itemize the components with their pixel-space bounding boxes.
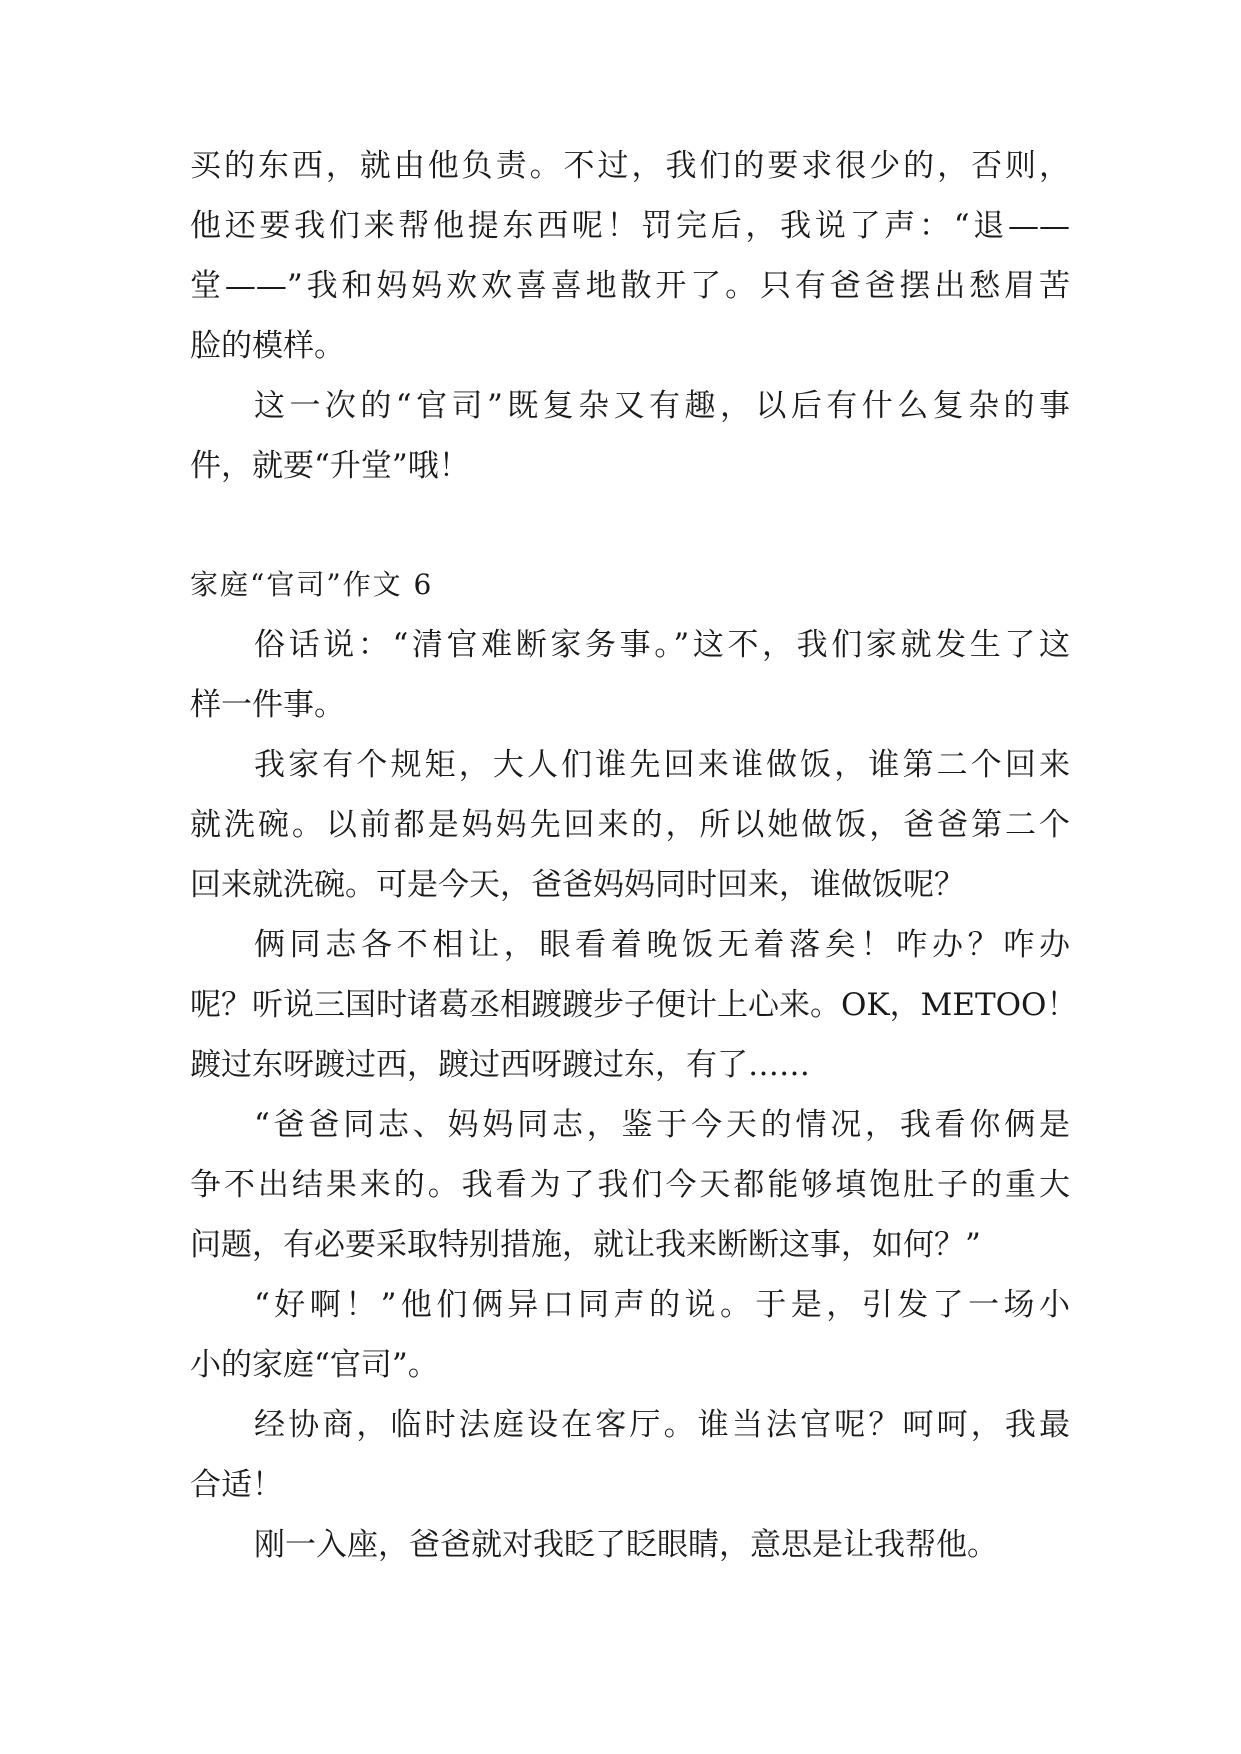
paragraph-line: 他还要我们来帮他提东西呢！罚完后，我说了声：“退—— bbox=[190, 208, 1070, 244]
paragraph-line: 脸的模样。 bbox=[190, 328, 345, 364]
paragraph-line: 俩同志各不相让，眼看着晚饭无着落矣！咋办？咋办 bbox=[254, 927, 1070, 963]
paragraph-line: 刚一入座，爸爸就对我眨了眨眼睛，意思是让我帮他。 bbox=[254, 1527, 998, 1563]
paragraph-line: 经协商，临时法庭设在客厅。谁当法官呢？呵呵，我最 bbox=[254, 1407, 1070, 1443]
paragraph-line: 买的东西，就由他负责。不过，我们的要求很少的，否则， bbox=[190, 148, 1070, 184]
section-title: 家庭“官司”作文 6 bbox=[190, 568, 434, 601]
paragraph-line: 合适！ bbox=[190, 1467, 283, 1503]
paragraph-line: 件，就要“升堂”哦！ bbox=[190, 448, 470, 484]
paragraph-line: 呢？听说三国时诸葛丞相踱踱步子便计上心来。OK，METOO！ bbox=[190, 987, 1078, 1023]
paragraph-line: 我家有个规矩，大人们谁先回来谁做饭，谁第二个回来 bbox=[254, 747, 1070, 783]
paragraph-line: 争不出结果来的。我看为了我们今天都能够填饱肚子的重大 bbox=[190, 1167, 1070, 1203]
paragraph-line: 样一件事。 bbox=[190, 687, 345, 723]
paragraph-line: 就洗碗。以前都是妈妈先回来的，所以她做饭，爸爸第二个 bbox=[190, 807, 1070, 843]
paragraph-line: 小的家庭“官司”。 bbox=[190, 1347, 439, 1383]
paragraph-line: “爸爸同志、妈妈同志，鉴于今天的情况，我看你俩是 bbox=[254, 1107, 1070, 1143]
paragraph-line: 堂——”我和妈妈欢欢喜喜地散开了。只有爸爸摆出愁眉苦 bbox=[190, 268, 1070, 304]
paragraph-line: “好啊！”他们俩异口同声的说。于是，引发了一场小 bbox=[254, 1287, 1070, 1323]
paragraph-line: 踱过东呀踱过西，踱过西呀踱过东，有了…… bbox=[190, 1047, 810, 1083]
paragraph-line: 俗话说：“清官难断家务事。”这不，我们家就发生了这 bbox=[254, 627, 1070, 663]
paragraph-line: 回来就洗碗。可是今天，爸爸妈妈同时回来，谁做饭呢？ bbox=[190, 867, 965, 903]
paragraph-line: 问题，有必要采取特别措施，就让我来断断这事，如何？” bbox=[190, 1227, 981, 1263]
paragraph-line: 这一次的“官司”既复杂又有趣，以后有什么复杂的事 bbox=[254, 388, 1070, 424]
